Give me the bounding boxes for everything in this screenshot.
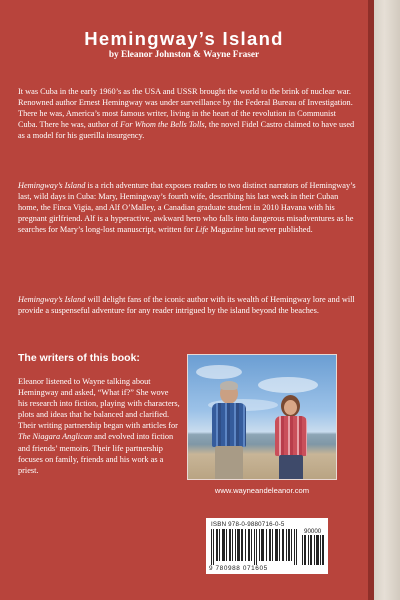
isbn-text: ISBN 978-0-9880716-0-5 xyxy=(211,521,285,528)
blurb-p1-text: It was Cuba in the early 1960’s as the USA and USSR brought the world to the brink of nuclear war. Renowned author Ernest Hemingway was under surveillance by the Federal Bureau of Investigation. There he was, America’s most famous writer, living in the heart of the revolution in Communist Cuba. There he was, author of xyxy=(18,87,353,130)
writers-bio xyxy=(18,376,180,476)
authors-photo xyxy=(187,354,337,480)
barcode-addon-bars xyxy=(302,535,324,565)
authors-website: www.wayneandeleanor.com xyxy=(214,486,310,495)
writers-heading: The writers of this book: xyxy=(18,352,140,364)
book-title: Hemingway’s Island xyxy=(84,28,284,49)
isbn-barcode xyxy=(206,518,328,574)
writers-bio-text-2: and evolved into fiction and friends’ memoirs. Their life partnership focuses on family, friends and his work as a priest. xyxy=(18,432,174,475)
blurb-p2-end: Magazine but never published. xyxy=(208,225,313,235)
blurb-p2-italic: Hemingway’s Island xyxy=(18,181,86,190)
barcode-digits: 9 780988 071605 xyxy=(209,565,268,572)
blurb-paragraph-3 xyxy=(18,294,356,316)
price-code: 90000 xyxy=(304,528,322,535)
photo-man xyxy=(206,383,252,480)
writers-bio-text-1: Eleanor listened to Wayne talking about Hemingway and asked, “What if?” She wove his research into fiction, playing with characters, plots and ideas that he balanced and clarified. Their writing partnership began with articles for xyxy=(18,377,180,431)
photo-woman xyxy=(270,395,312,480)
writers-bio-italic: The Niagara Anglican xyxy=(18,432,93,442)
book-authors: by Eleanor Johnston & Wayne Fraser xyxy=(108,50,260,60)
barcode-bars xyxy=(211,529,299,565)
blurb-paragraph-1 xyxy=(18,86,356,141)
blurb-p3-text: will delight fans of the iconic author with its wealth of Hemingway lore and will provide a suspenseful adventure for any reader intrigued by the island beyond the beaches. xyxy=(18,295,355,316)
blurb-paragraph-2 xyxy=(18,180,356,235)
blurb-p2-text: is a rich adventure that exposes readers to two distinct narrators of Hemingway’s last, wild days in Cuba: Mary, Hemingway’s fourth wife, describing his last week in their Cuban home, the Finca Vigia, and Alf O’Malley, a Canadian graduate student in 2010 Havana with his pregnant girlfriend. Alf is a hyperactive, awkward hero who falls into dangerous misadventures as he searches for Mary’s long-lost manuscript, written for xyxy=(18,181,356,235)
page-edge xyxy=(374,0,400,600)
blurb-p2-italic-life: Life xyxy=(195,225,209,235)
blurb-p1-italic: For Whom the Bells Tolls xyxy=(120,120,205,130)
blurb-p3-italic: Hemingway’s Island xyxy=(18,295,86,304)
blurb-p1-end: , the novel Fidel Castro claimed to have used as a model for his guerilla insurgency. xyxy=(18,120,355,141)
